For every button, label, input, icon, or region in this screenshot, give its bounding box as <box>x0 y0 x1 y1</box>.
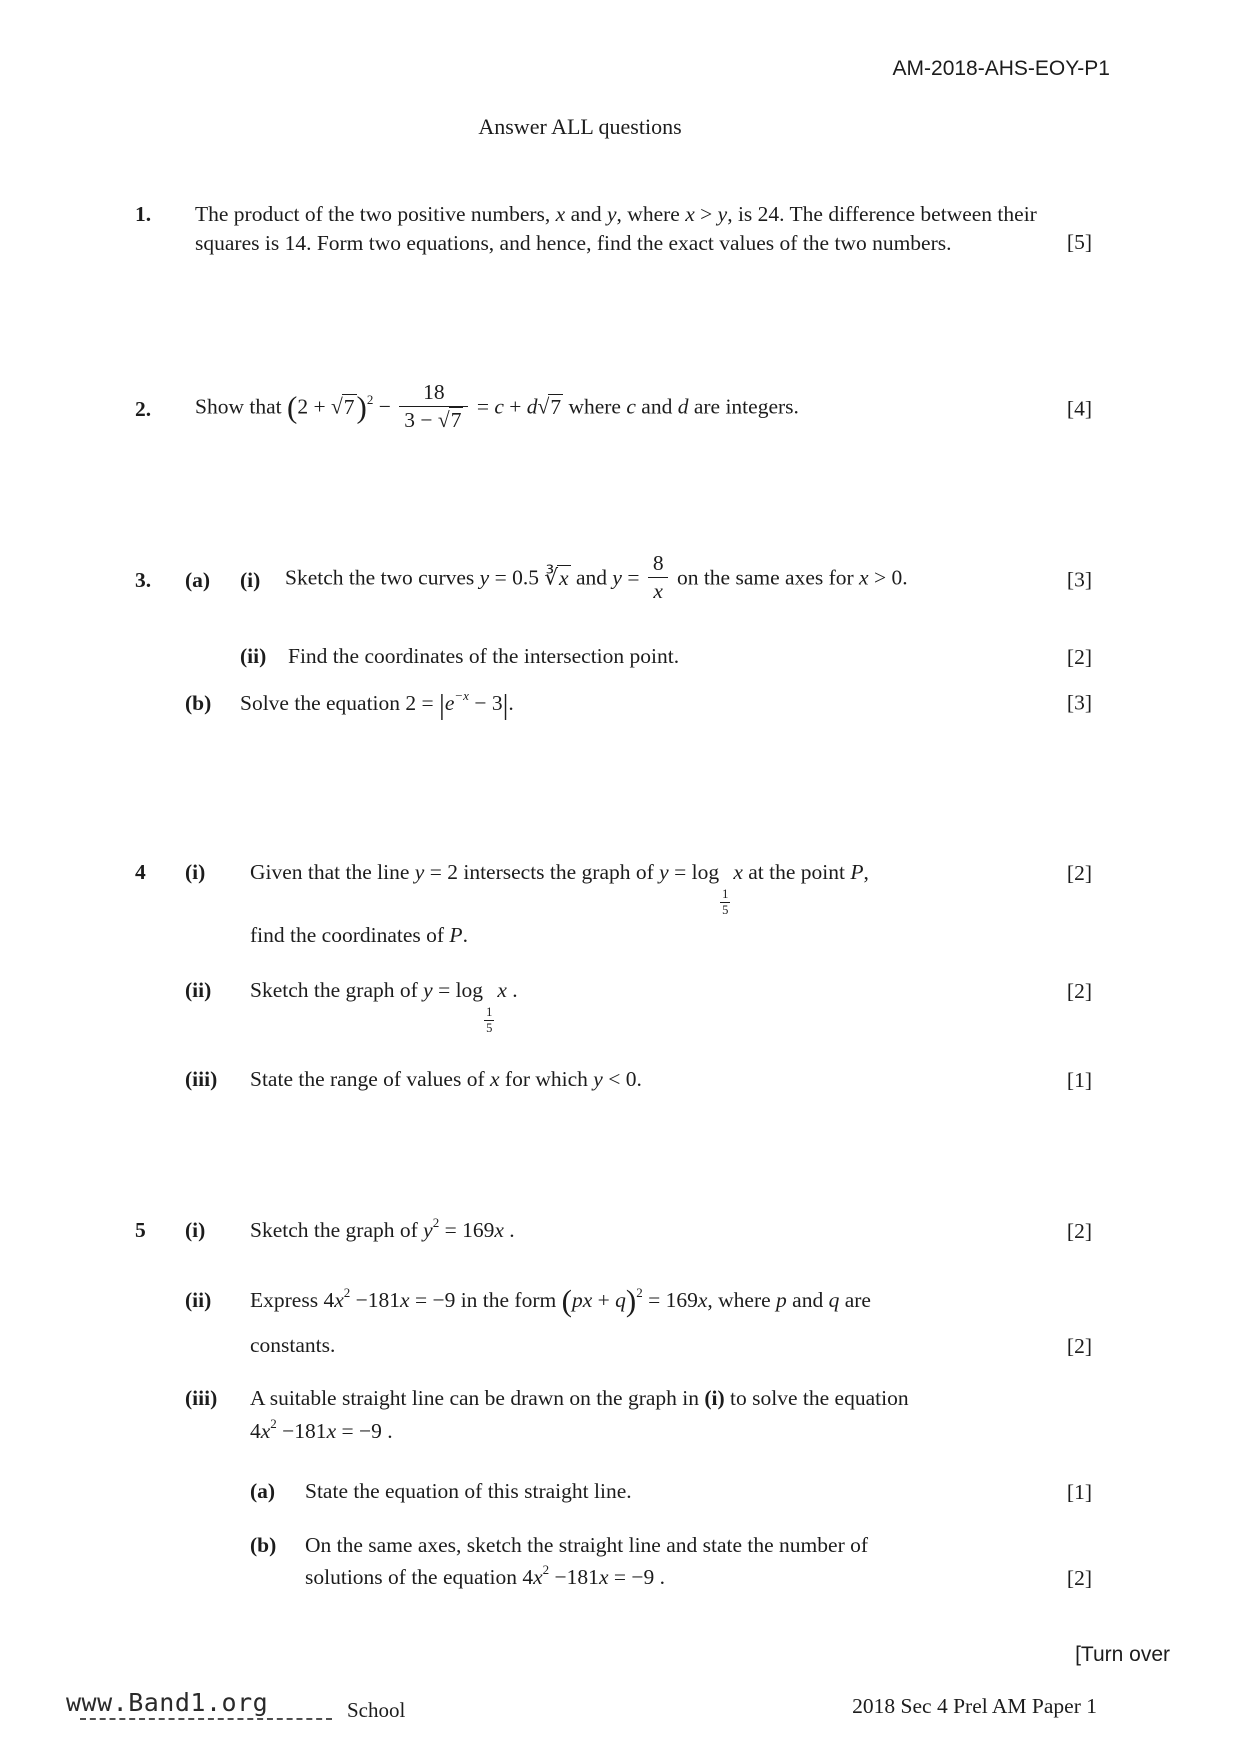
question-3a-i <box>135 546 1092 614</box>
question-5-iii-b <box>135 1531 1092 1560</box>
text-run: − 3 <box>468 690 503 715</box>
question-4-i-line2 <box>135 921 1092 950</box>
text-run: The product of the two positive numbers, <box>195 202 556 226</box>
question-text <box>250 1216 515 1245</box>
var-x: x <box>260 1419 271 1443</box>
var-y: y <box>612 565 622 590</box>
denominator: x <box>648 577 668 603</box>
sqrt-7: √7 <box>537 394 562 419</box>
text-run: . <box>462 923 468 947</box>
var-y: y <box>659 860 669 884</box>
exponent: 2 <box>636 1285 643 1300</box>
question-4-iii <box>135 1065 1092 1094</box>
part-label: (ii) <box>185 978 212 1002</box>
var-d: d <box>526 394 538 419</box>
text-run: = 169 <box>439 1218 495 1242</box>
question-text: State the equation of this straight line. <box>305 1479 632 1503</box>
log-base-fraction: $\frac{1}{5}$ <box>486 1005 493 1036</box>
question-5-iii-b-line2 <box>135 1563 1092 1592</box>
text-run: Express 4 <box>250 1288 335 1312</box>
var-y: y <box>607 202 617 226</box>
var-q: q <box>615 1288 626 1312</box>
question-text <box>285 551 908 605</box>
var-y: y <box>717 202 728 226</box>
question-text: On the same axes, sketch the straight line and state the number of <box>305 1533 869 1557</box>
text-run: on the same axes for <box>671 565 860 590</box>
right-paren: ) <box>356 389 367 425</box>
mark-badge: [2] <box>1066 1334 1092 1358</box>
question-text <box>250 1283 871 1318</box>
text-run: Show that <box>195 394 287 419</box>
mark-badge: [3] <box>1066 690 1092 715</box>
text-run: > 0. <box>868 565 908 590</box>
abs-bar: | <box>439 688 445 721</box>
radical-sign: ∛ <box>544 565 558 590</box>
exponent: −x <box>454 687 469 703</box>
text-run: . <box>508 690 514 715</box>
page-title: Answer ALL questions <box>478 114 682 139</box>
var-c: c <box>626 394 636 419</box>
part-label: (i) <box>240 567 261 592</box>
left-paren: ( <box>286 389 298 425</box>
part-label: (i) <box>185 1218 206 1242</box>
question-1 <box>135 200 1092 257</box>
mark-badge: [2] <box>1066 1566 1092 1590</box>
exponent: 2 <box>366 391 374 407</box>
var-d: d <box>677 394 689 419</box>
cube-root-x: ∛x <box>544 565 569 590</box>
text-run: solutions of the equation 4 <box>305 1565 534 1589</box>
var-px: px <box>571 1288 593 1312</box>
exponent: 2 <box>343 1285 351 1300</box>
exam-code: AM-2018-AHS-EOY-P1 <box>892 57 1110 80</box>
var-x: x <box>598 1565 609 1589</box>
text-run: where <box>563 394 627 419</box>
text-run: , <box>863 860 869 884</box>
var-x: x <box>533 1565 543 1589</box>
var-e: e <box>444 690 455 715</box>
text-run: are <box>839 1288 871 1312</box>
text-run: = 2 intersects the graph of <box>424 860 660 884</box>
part-label: (b) <box>250 1533 277 1557</box>
left-paren: ( <box>561 1283 572 1318</box>
question-number: 1. <box>135 202 152 226</box>
mark-badge: [2] <box>1066 1219 1092 1243</box>
text-run: to solve the equation <box>724 1386 909 1410</box>
text-run: State the range of values of <box>250 1067 490 1091</box>
text-run: > <box>694 202 718 226</box>
text-run: Solve the equation 2 = <box>240 690 440 715</box>
question-text <box>250 1065 642 1094</box>
numerator: 18 <box>423 380 445 405</box>
school-label: School <box>347 1698 406 1722</box>
exponent: 2 <box>432 1215 440 1230</box>
text-run: A suitable straight line can be drawn on the graph in <box>250 1386 705 1410</box>
var-y: y <box>593 1067 603 1091</box>
text-run: −181 <box>276 1419 327 1443</box>
denominator: 3 − √7 <box>399 406 468 432</box>
question-number: 5 <box>135 1218 146 1242</box>
question-text: Find the coordinates of the intersection point. <box>288 644 680 668</box>
fraction <box>399 380 468 431</box>
text-run: = 0.5 <box>489 565 545 590</box>
text-run: + <box>503 394 527 419</box>
text-run: . <box>503 1218 515 1242</box>
question-text <box>250 1384 909 1413</box>
question-text: constants. <box>250 1333 336 1357</box>
radical-sign: √ <box>330 394 342 419</box>
turn-over-note: [Turn over <box>1075 1643 1170 1666</box>
text-run: = <box>621 565 645 590</box>
mark-badge: [1] <box>1066 1480 1092 1504</box>
question-5-ii <box>135 1283 1092 1318</box>
text-run: −181 <box>350 1288 401 1312</box>
sqrt-7: √7 <box>437 407 462 432</box>
text-run: 4 <box>250 1419 261 1443</box>
text-run: are integers. <box>688 394 799 419</box>
var-x: x <box>697 1288 708 1312</box>
question-4-ii <box>135 976 1092 1035</box>
question-5-iii <box>135 1384 1092 1413</box>
question-3a-ii <box>135 642 1092 671</box>
text-run: 2 + <box>297 394 331 419</box>
text-run: Sketch the graph of <box>250 978 424 1002</box>
text-run: for which <box>499 1067 594 1091</box>
mark-badge: [4] <box>1066 396 1092 421</box>
var-q: q <box>828 1288 840 1312</box>
equation-line <box>195 380 799 434</box>
sqrt-7: √7 <box>330 394 355 419</box>
minus-sign: − <box>373 394 397 419</box>
question-text <box>195 200 1085 257</box>
var-x: x <box>490 1067 500 1091</box>
question-5-i <box>135 1216 1092 1245</box>
var-p: p <box>776 1288 787 1312</box>
log-base-fraction: $\frac{1}{5}$ <box>722 887 729 918</box>
text-run: = −9 in the form <box>409 1288 562 1312</box>
text-run: −181 <box>549 1565 599 1589</box>
text-run: Sketch the two curves <box>285 565 480 590</box>
right-paren: ) <box>625 1283 637 1318</box>
text-run: find the coordinates of <box>250 923 450 947</box>
question-2 <box>135 374 1092 444</box>
text-run: = −9 . <box>608 1565 665 1589</box>
question-text <box>250 921 468 950</box>
equation-line <box>305 1563 665 1592</box>
var-x: x <box>494 1218 504 1242</box>
var-x: x <box>859 565 869 590</box>
var-c: c <box>494 394 504 419</box>
question-5-iii-a <box>135 1477 1092 1506</box>
equation-line <box>250 1417 393 1446</box>
var-P: P <box>449 923 463 947</box>
log-base: = log <box>432 978 484 1002</box>
exponent: 2 <box>542 1562 550 1577</box>
question-text <box>240 687 514 721</box>
text-run: , where <box>616 202 686 226</box>
question-text <box>250 976 518 1035</box>
var-x: x <box>326 1419 337 1443</box>
text-run: + <box>592 1288 616 1312</box>
part-label: (a) <box>250 1479 276 1503</box>
part-label: (iii) <box>185 1067 218 1091</box>
text-run: at the point <box>742 860 851 884</box>
text-run: Sketch the graph of <box>250 1218 424 1242</box>
mark-badge: [1] <box>1066 1068 1092 1092</box>
question-text <box>250 858 869 917</box>
var-y: y <box>423 978 433 1002</box>
var-x: x <box>733 860 743 884</box>
exponent: 2 <box>270 1416 277 1431</box>
text-run: . <box>506 978 518 1002</box>
text-run: Given that the line <box>250 860 415 884</box>
part-label: (a) <box>185 567 211 592</box>
question-4-i <box>135 858 1092 917</box>
text-run: < 0. <box>602 1067 642 1091</box>
text-run: = 169 <box>642 1288 698 1312</box>
var-y: y <box>423 1218 433 1242</box>
mark-badge: [5] <box>1066 229 1092 254</box>
text-run: and <box>570 565 613 590</box>
part-label: (ii) <box>240 644 267 668</box>
var-x: x <box>497 978 507 1002</box>
watermark-url: www.Band1.org <box>66 1688 269 1717</box>
mark-badge: [2] <box>1066 861 1092 885</box>
part-label: (b) <box>185 690 212 715</box>
text-run: = <box>471 394 495 419</box>
part-label: (iii) <box>185 1386 218 1410</box>
question-5-ii-line2 <box>135 1331 1092 1360</box>
radical-sign: √ <box>537 394 549 419</box>
ref-part-i: (i) <box>704 1386 725 1410</box>
paper-reference: 2018 Sec 4 Prel AM Paper 1 <box>852 1694 1097 1718</box>
fraction <box>648 551 669 602</box>
abs-bar: | <box>502 688 509 721</box>
part-label: (i) <box>185 860 206 884</box>
question-3b <box>135 682 1092 724</box>
var-x: x <box>334 1288 344 1312</box>
question-5-iii-line2 <box>135 1417 1092 1446</box>
text-run: , where <box>707 1288 777 1312</box>
mark-badge: [2] <box>1066 645 1092 669</box>
text-run: and <box>635 394 678 419</box>
var-x: x <box>555 202 566 226</box>
numerator: 8 <box>652 551 664 576</box>
text-run: and <box>565 202 607 226</box>
redaction-dashes <box>80 1718 332 1720</box>
mark-badge: [3] <box>1066 567 1092 592</box>
var-x: x <box>685 202 695 226</box>
question-number: 4 <box>135 860 146 884</box>
text-run: , is 24. The difference between their squares is 14. Form two equations, and hence, find the exact values of the two numbers. <box>195 202 1037 255</box>
radical-sign: √ <box>437 407 449 432</box>
log-base: = log <box>668 860 720 884</box>
text-run: and <box>786 1288 829 1312</box>
question-number: 2. <box>135 396 152 421</box>
text-run: = −9 . <box>336 1419 393 1443</box>
var-x: x <box>400 1288 410 1312</box>
var-y: y <box>414 860 425 884</box>
var-y: y <box>479 565 490 590</box>
mark-badge: [2] <box>1066 979 1092 1003</box>
question-number: 3. <box>135 567 152 592</box>
part-label: (ii) <box>185 1288 212 1312</box>
var-P: P <box>850 860 864 884</box>
